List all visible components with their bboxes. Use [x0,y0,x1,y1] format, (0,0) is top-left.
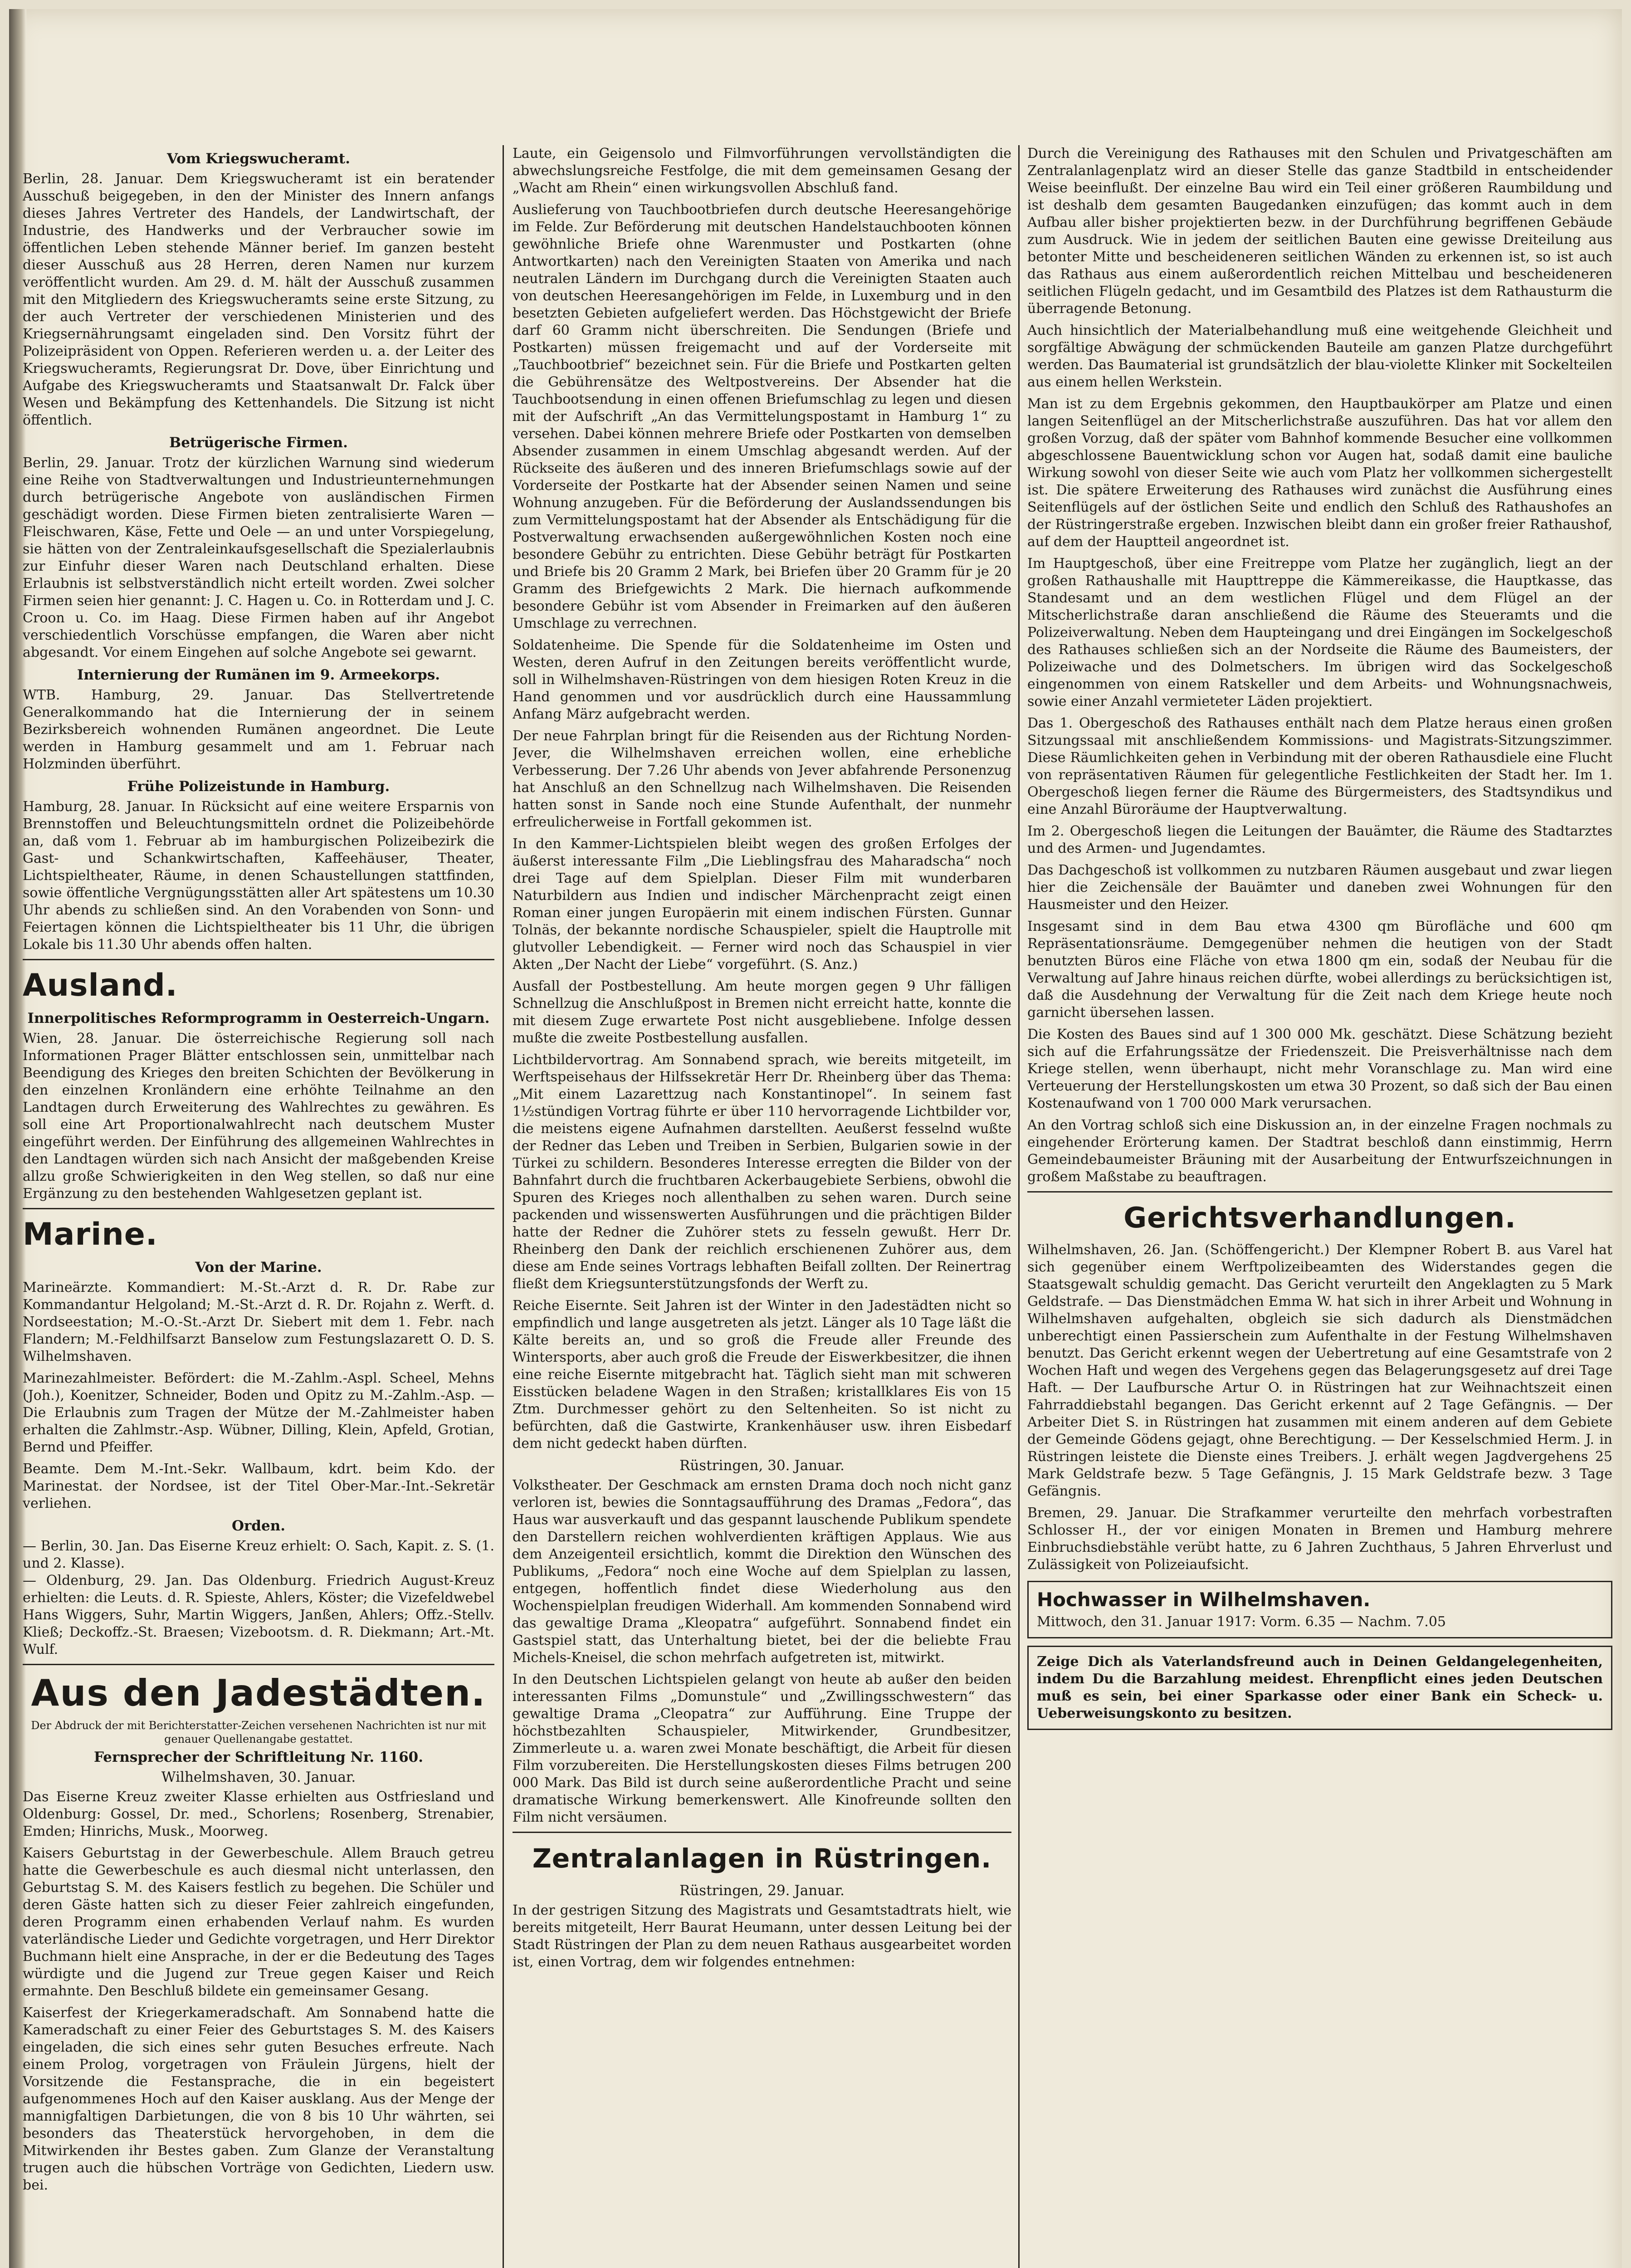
article-heading-marine: Von der Marine. [195,1259,322,1276]
reprint-note: Der Abdruck der mit Berichterstatter-Zeichen versehenen Nachrichten ist nur mit genauer Quellenangabe gestattet. [31,1719,486,1745]
article-heading-betruegerische-firmen: Betrügerische Firmen. [169,435,348,451]
article-polizeistunde: Hamburg, 28. Januar. In Rücksicht auf eine weitere Ersparnis von Brennstoffen und Beleuchtungsmitteln ordnet die Polizeibehörde an, daß vom 1. Februar ab im hamburgischen Polizeibezirk die Gast- und Schankwirtschaften, Kaffeehäuser, Theater, Lichtspieltheater, Räume, in denen Schaustellungen stattfinden, sowie öffentliche Vergnügungsstätten aller Art spätestens um 10.30 Uhr abends zu schließen sind. An den Vorabenden von Sonn- und Feiertagen können die Lichtspieltheater bis 11 Uhr, die übrigen Lokale bis 11.30 Uhr abends offen halten. [23,799,494,953]
article-rathaus-1: Durch die Vereinigung des Rathauses mit den Schulen und Privatgeschäften am Zentralanlagenplatz wird an dieser Stelle das ganze Stadtbild in entscheidender Weise beeinflußt. Der einzelne Bau wird ein Teil einer größeren Raumbildung und ist deshalb dem gesamten Baugedanken einzufügen; das kommt auch in dem Aufbau aller bisher projektierten bezw. in der Durchführung begriffenen Gebäude zum Ausdruck. Wie in jedem der seitlichen Bauten eine gewisse Dreiteilung aus betonter Mitte und bescheideneren seitlichen Wänden zu erkennen ist, so ist auch das Rathaus aus einem außerordentlich reichen Mittelbau und bescheideneren seitlichen Flügeln gedacht, und im Gesamtbild des Platzes ist dem Rathausturm die überragende Betonung. [1027,146,1612,317]
article-gewerbeschule: Kaisers Geburtstag in der Gewerbeschule. Allem Brauch getreu hatte die Gewerbeschule es auch diesmal nicht unterlassen, den Geburtstag S. M. des Kaisers festlich zu begehen. Die Schüler und deren Gäste hatten sich zu dieser Feier zahlreich eingefunden, deren Programm einen erhabenden Verlauf nahm. Es wurden vaterländische Lieder und Gedichte vorgetragen, und Herr Direktor Buchmann hielt eine Ansprache, in der er die Bedeutung des Tages würdigte und die Jugend zur Treue gegen Kaiser und Reich ermahnte. Den Beschluß bildete ein gemeinsamer Gesang. [23,1845,494,1999]
article-rumaenen: WTB. Hamburg, 29. Januar. Das Stellvertretende Generalkommando hat die Internierung der in seinem Bezirksbereich wohnenden Rumänen angeordnet. Die Leute werden in Hamburg gesammelt und am 1. Februar nach Holzminden überführt. [23,687,494,772]
article-rathaus-3: Man ist zu dem Ergebnis gekommen, den Hauptbaukörper am Platze und einen langen Seitenflügel an der Mitscherlichstraße auszuführen. Das hat vor allem den großen Vorzug, daß der später vom Bahnhof kommende Besucher eine vollkommen abgeschlossene Bauentwicklung schon vor Augen hat, sodaß damit eine bauliche Wirkung sowohl von dieser Seite wie auch vom Platz her vollkommen sichergestellt ist. Die spätere Erweiterung des Rathauses wird zunächst die Ausführung eines Seitenflügels auf der östlichen Seite und endlich den Schluß des Rathaushofes an der Rüstringerstraße ergeben. Inzwischen bleibt dann ein großer freier Rathaushof, auf dem der Hauptteil angeordnet ist. [1027,396,1612,550]
article-heading-orden: Orden. [231,1518,286,1534]
tide-title: Hochwasser in Wilhelmshaven. [1037,1589,1371,1611]
article-beamte: Beamte. Dem M.-Int.-Sekr. Wallbaum, kdrt. beim Kdo. der Marinestat. der Nordsee, ist der Titel Ober-Mar.-Int.-Sekretär verliehen. [23,1461,494,1511]
article-kriegerkameradschaft: Kaiserfest der Kriegerkameradschaft. Am Sonnabend hatte die Kameradschaft zu einer Feier des Geburtstages S. M. des Kaisers eingeladen, die sich eines sehr guten Besuches erfreute. Nach einem Prolog, vorgetragen von Fräulein Jürgens, hielt der Vorsitzende die Festansprache, die in ein begeistert aufgenommenes Hoch auf den Kaiser ausklang. Aus der Menge der mannigfaltigen Darbietungen, die von 8 bis 10 Uhr währten, sei besonders das Theaterstück hervorgehoben, in dem die Mitwirkenden ihr Bestes gaben. Zum Glanze der Veranstaltung trugen auch die hübschen Vorträge von Gedichten, Liedern usw. bei. [23,2005,494,2193]
article-tauchbootbriefe: Auslieferung von Tauchbootbriefen durch deutsche Heeresangehörige im Felde. Zur Beförderung mit deutschen Handelstauchbooten können gewöhnliche Briefe ohne Warenmuster und Postkarten (ohne Antwortkarten) nach den Vereinigten Staaten von Amerika und nach neutralen Ländern im Durchgang durch die Vereinigten Staaten auch von deutschen Heeresangehörigen im Felde, in Luxemburg und in den besetzten Gebieten aufgeliefert werden. Das Höchstgewicht der Briefe darf 60 Gramm nicht überschreiten. Die Sendungen (Briefe und Postkarten) müssen freigemacht und auf der Vorderseite mit „Tauchbootbrief“ bezeichnet sein. Für die Briefe und Postkarten gelten die Gebührensätze des Weltpostvereins. Der Absender hat die Tauchbootsendung in einen offenen Briefumschlag zu legen und diesen mit der Aufschrift „An das Vermittelungspostamt in Hamburg 1“ zu versehen. Dabei können mehrere Briefe oder Postkarten von demselben Absender zusammen in einem Umschlag abgesandt werden. Auf der Rückseite des äußeren und des inneren Briefumschlags sowie auf der Vorderseite der Postkarte hat der Absender seinen Namen und seine Wohnung anzugeben. Für die Beförderung der Auslandssendungen bis zum Vermittelungspostamt hat der Absender als Entschädigung für die Postverwaltung erwachsenden außergewöhnlichen Kosten noch eine besondere Gebühr zu entrichten. Diese Gebühr beträgt für Postkarten und Briefe bis 20 Gramm 2 Mark, bei Briefen über 20 Gramm für je 20 Gramm des Briefgewichts 2 Mark. Die hiernach aufkommende besondere Gebühr ist vom Absender in Freimarken auf den äußeren Umschlage zu verrechnen. [513,202,1011,631]
divider [23,1664,494,1665]
article-heading-rumaenen: Internierung der Rumänen im 9. Armeekorps. [77,667,440,683]
article-rathaus-4: Im Hauptgeschoß, über eine Freitreppe vom Platze her zugänglich, liegt an der großen Rathaushalle mit Haupttreppe die Kämmereikasse, die Hauptkasse, das Standesamt und an dem westlichen Flügel und dem Flügel an der Mitscherlichstraße daran anschließend die Räume des Steueramts und die Polizeiverwaltung. Neben dem Haupteingang und drei Eingängen im Sockelgeschoß des Rathauses schließen sich an der Nordseite die Räume des Baumeisters, der Polizeiwache und des Dolmetschers. Im übrigen wird das Sockelgeschoß eingenommen von einem Ratskeller und dem Arbeits- und Wohnungsnachweis, sowie einer Anzahl vermieteter Läden projektiert. [1027,556,1612,709]
article-rathaus-9: Die Kosten des Baues sind auf 1 300 000 Mk. geschätzt. Diese Schätzung bezieht sich auf die Erfahrungssätze der Friedenszeit. Die Preisverhältnisse nach dem Kriege stellen, wenn überhaupt, nicht mehr Voranschlage zu. Man wird eine Verteuerung der Herstellungskosten um etwa 30 Prozent, so daß sich der Bau einen Kostenaufwand von 1 700 000 Mark verursachen. [1027,1026,1612,1111]
dateline-zentralanlagen: Rüstringen, 29. Januar. [679,1882,845,1899]
article-heading-polizeistunde: Frühe Polizeistunde in Hamburg. [127,778,390,795]
article-heading-kriegswucheramt: Vom Kriegswucheramt. [166,151,351,167]
section-title-jadestaedte: Aus den Jadestädten. [31,1672,486,1714]
tide-box [1027,1581,1612,1638]
article-soldatenheime: Soldatenheime. Die Spende für die Soldatenheime im Osten und Westen, deren Aufruf in den Zeitungen bereits veröffentlicht wurde, soll in Wilhelmshaven-Rüstringen von dem hiesigen Roten Kreuz in die Hand genommen und vor ausdrücklich durch eine Haussammlung Anfang März aufgebracht werden. [513,637,1011,722]
editorial-phone: Fernsprecher der Schriftleitung Nr. 1160. [93,1749,424,1765]
article-rathaus-5: Das 1. Obergeschoß des Rathauses enthält nach dem Platze heraus einen großen Sitzungssaal mit anschließendem Kommissions- und Magistrats-Sitzungszimmer. Diese Räumlichkeiten gehen in Verbindung mit der oberen Rathausdiele eine Flucht von repräsentativen Räumen für gelegentliche Festlichkeiten der Stadt her. Im 1. Obergeschoß liegen ferner die Räume des Bürgermeisters, des Stadtsyndikus und eine Anzahl Büroräume der Hauptverwaltung. [1027,715,1612,817]
article-marineaerzte: Marineärzte. Kommandiert: M.-St.-Arzt d. R. Dr. Rabe zur Kommandantur Helgoland; M.-St.-Arzt d. R. Dr. Rojahn z. Werft. d. Nordseestation; M.-O.-St.-Arzt Dr. Siebert mit dem 1. Febr. nach Flandern; M.-Feldhilfsarzt Banselow zum Festungslazarett O. D. S. Wilhelmshaven. [23,1280,494,1364]
article-heading-oesterreich: Innerpolitisches Reformprogramm in Oesterreich-Ungarn. [27,1010,490,1026]
article-volkstheater: Volkstheater. Der Geschmack am ernsten Drama doch noch nicht ganz verloren ist, bewies die Sonntagsaufführung des Dramas „Fedora“, das Haus war ausverkauft und das gespannt lauschende Publikum spendete den Darstellern reichen wohlverdienten kräftigen Applaus. Wie aus dem Anzeigenteil ersichtlich, kommt die Direktion den Wünschen des Publikums, „Fedora“ noch eine Woche auf dem Spielplan zu lassen, entgegen, hoffentlich findet diese Wiederholung aus den Wochenspielplan freudigen Widerhall. Am kommenden Sonnabend wird das gewaltige Drama „Kleopatra“ aufgeführt. Sonnabend findet ein Gastspiel statt, das Unterhaltung bietet, bei der die beliebte Frau Michels-Kneisel, die schon mehrfach aufgetreten ist, mitwirkt. [513,1477,1011,1666]
section-title-marine: Marine. [23,1217,158,1252]
column-middle [513,145,1011,2268]
article-strafkammer-bremen: Bremen, 29. Januar. Die Strafkammer verurteilte den mehrfach vorbestraften Schlosser H., der vor einigen Monaten in Bremen und Hamburg mehrere Einbruchsdiebstähle verübt hatte, zu 6 Jahren Zuchthaus, 5 Jahren Ehrverlust und Zulässigkeit von Polizeiaufsicht. [1027,1505,1612,1573]
column-left [23,145,494,2268]
column-rule [503,145,504,2268]
section-title-gerichtsverhandlungen: Gerichtsverhandlungen. [1123,1201,1516,1234]
article-rathaus-6: Im 2. Obergeschoß liegen die Leitungen der Bauämter, die Räume des Stadtarztes und des Armen- und Jugendamtes. [1027,823,1612,856]
newspaper-page [9,9,1622,2268]
article-deutsche-lichtspiele: In den Deutschen Lichtspielen gelangt von heute ab außer den beiden interessanten Films „Domunstule“ und „Zwillingsschwestern“ das gewaltige Drama „Cleopatra“ zur Aufführung. Eine Truppe der höchstbezahlten Schauspieler, Mitwirkender, Grundbesitzer, Zimmerleute u. a. waren zwei Monate beschäftigt, die Arbeit für diesen Film vorzubereiten. Die Herstellungskosten dieses Films betrugen 200 000 Mark. Das Bild ist durch seine außerordentliche Pracht und seine dramatische Wirkung bemerkenswert. Alle Kinofreunde sollten den Film nicht versäumen. [513,1672,1011,1825]
section-title-zentralanlagen: Zentralanlagen in Rüstringen. [532,1843,992,1874]
dateline-ruestringen: Rüstringen, 30. Januar. [679,1457,845,1474]
dateline-wilhelmshaven: Wilhelmshaven, 30. Januar. [161,1769,356,1785]
article-continued-top: Laute, ein Geigensolo und Filmvorführungen vervollständigten die abwechslungsreiche Festfolge, die mit dem gemeinsamen Gesang der „Wacht am Rhein“ einen wirkungsvollen Abschluß fand. [513,146,1011,196]
divider [1027,1191,1612,1193]
article-betruegerische-firmen: Berlin, 29. Januar. Trotz der kürzlichen Warnung sind wiederum eine Reihe von Stadtverwaltungen und Industrieunternehmungen durch betrügerische Angebote von ausländischen Firmen geschädigt worden. Diese Firmen bieten zentralisierte Waren — Fleischwaren, Käse, Fette und Oele — an und unter Vorspiegelung, sie hätten von der Zentraleinkaufsgesellschaft die Spezialerlaubnis zur Einfuhr dieser Waren nach Deutschland erhalten. Diese Erlaubnis ist selbstverständlich nicht erteilt worden. Zwei solcher Firmen seien hier genannt: J. C. Hagen u. Co. in Rotterdam und J. C. Croon u. Co. im Haag. Diese Firmen haben auf ihr Angebot verschiedentlich Vorschüsse empfangen, die Waren aber nicht abgesandt. Vor einem Eingehen auf solche Angebote sei gewarnt. [23,455,494,660]
article-rathaus-2: Auch hinsichtlich der Materialbehandlung muß eine weitgehende Gleichheit und sorgfältige Abwägung der schmückenden Bauteile am ganzen Platze durchgeführt werden. Das Baumaterial ist grundsätzlich der blau-violette Klinker mit Sockelteilen aus einem hellen Werkstein. [1027,323,1612,390]
article-kammer-lichtspiele: In den Kammer-Lichtspielen bleibt wegen des großen Erfolges der äußerst interessante Film „Die Lieblingsfrau des Maharadscha“ noch drei Tage auf dem Spielplan. Dieser Film mit wunderbaren Naturbildern aus Indien und indischer Märchenpracht zeigt einen Roman einer jungen Europäerin mit einem indischen Fürsten. Gunnar Tolnäs, der bekannte nordische Schauspieler, spielt die Hauptrolle mit glutvoller Lebendigkeit. — Ferner wird noch das Schauspiel in vier Akten „Der Nacht der Liebe“ vorgeführt. (S. Anz.) [513,836,1011,973]
divider [23,1208,494,1209]
article-rathaus-10: An den Vortrag schloß sich eine Diskussion an, in der einzelne Fragen nochmals zu eingehender Erörterung kamen. Der Stadtrat beschloß dann einstimmig, Herrn Gemeindebaumeister Bräuning mit der Ausarbeitung der Entwurfszeichnungen in großem Maßstabe zu beauftragen. [1027,1117,1612,1185]
article-orden: — Berlin, 30. Jan. Das Eiserne Kreuz erhielt: O. Sach, Kapit. z. S. (1. und 2. Klasse). — Oldenburg, 29. Jan. Das Oldenburg. Friedrich August-Kreuz erhielten: die Leuts. d. R. Spieste, Ahlers, Köster; die Vizefeldwebel Hans Wiggers, Suhr, Martin Wiggers, Janßen, Ahlers; Offz.-Stellv. Kließ; Deckoffz.-St. Braesen; Vizebootsm. d. R. Diekmann; Art.-Mt. Wulf. [23,1538,494,1657]
column-rule [1018,145,1020,2268]
article-eisernes-kreuz: Das Eiserne Kreuz zweiter Klasse erhielten aus Ostfriesland und Oldenburg: Gossel, Dr. med., Schorlens; Rosenberg, Strenabier, Emden; Hinrichs, Musk., Moorweg. [23,1789,494,1839]
divider [23,959,494,960]
article-fahrplan: Der neue Fahrplan bringt für die Reisenden aus der Richtung Norden-Jever, die Wilhelmshaven erreichen wollen, eine erhebliche Verbesserung. Der 7.26 Uhr abends von Jever abfahrende Personenzug hat Anschluß an den Schnellzug nach Wilhelmshaven. Die Reisenden hatten sonst in Sande noch eine Stunde Aufenthalt, der nunmehr erfreulicherweise in Fortfall gekommen ist. [513,728,1011,830]
article-rathaus-8: Insgesamt sind in dem Bau etwa 4300 qm Bürofläche und 600 qm Repräsentationsräume. Demgegenüber nehmen die heutigen von der Stadt benutzten Büros eine Fläche von etwa 1800 qm ein, sodaß der Neubau für die Verwaltung auf Jahre hinaus reichen dürfte, wobei allerdings zu berücksichtigen ist, daß die Ausdehnung der Verwaltung für die Zeit nach dem Kriege heute noch garnicht übersehen lassen. [1027,919,1612,1021]
appeal-box [1027,1646,1612,1730]
article-kriegswucheramt: Berlin, 28. Januar. Dem Kriegswucheramt ist ein beratender Ausschuß beigegeben, in den der Minister des Innern anfangs dieses Jahres Vertreter des Handels, der Landwirtschaft, der Industrie, des Handwerks und der Verbraucher sowie im öffentlichen Leben stehende Männer berief. Im ganzen besteht dieser Ausschuß aus 28 Herren, deren Namen nur kurzem veröffentlicht wurden. Am 29. d. M. hält der Ausschuß zusammen mit den Mitgliedern des Kriegswucheramts seine erste Sitzung, zu der auch Vertreter der verschiedenen Ministerien und des Kriegsernährungsamt eingeladen sind. Den Vorsitz führt der Polizeipräsident von Oppen. Referieren werden u. a. der Leiter des Kriegswucheramts, Regierungsrat Dr. Dove, über Einrichtung und Aufgabe des Kriegswucheramts und Staatsanwalt Dr. Falck über Wesen und Bekämpfung des Kettenhandels. Die Sitzung ist nicht öffentlich. [23,171,494,428]
article-zentralanlagen: In der gestrigen Sitzung des Magistrats und Gesamtstadtrats hielt, wie bereits mitgeteilt, Herr Baurat Heumann, unter dessen Leitung bei der Stadt Rüstringen der Plan zu dem neuen Rathaus ausgearbeitet worden ist, einen Vortrag, dem wir folgendes entnehmen: [513,1902,1011,1970]
article-schoeffengericht: Wilhelmshaven, 26. Jan. (Schöffengericht.) Der Klempner Robert B. aus Varel hat sich gegenüber einem Werftpolizeibeamten des Widerstandes gegen die Staatsgewalt schuldig gemacht. Das Gericht verurteilt den Angeklagten zu 5 Mark Geldstrafe. — Das Dienstmädchen Emma W. hat sich in ihrer Arbeit und Wohnung in Wilhelmshaven aufgehalten, obgleich sie sich dadurch als Dienstmädchen unberechtigt einen Passierschein zum Aufenthalte in der Festung Wilhelmshaven benutzt. Das Gericht erkennt wegen der Uebertretung auf eine Gesamtstrafe von 2 Wochen Haft und wegen des Vergehens gegen das Belagerungsgesetz auf drei Tage Haft. — Der Laufbursche Artur O. in Rüstringen hat zur Weihnachtszeit einen Fahrraddiebstahl begangen. Das Gericht erkennt auf 2 Tage Gefängnis. — Der Arbeiter Diet S. in Rüstringen hat zusammen mit einem anderen auf dem Gebiete der Gemeinde Gödens gejagt, ohne Berechtigung. — Der Kesselschmied Herm. J. in Rüstringen leistete die Dienste eines Treibers. J. erhält wegen Jagdvergehens 25 Mark Geldstrafe bezw. 5 Tage Gefängnis, J. 15 Mark Geldstrafe bezw. 3 Tage Gefängnis. [1027,1242,1612,1499]
article-lichtbildervortrag: Lichtbildervortrag. Am Sonnabend sprach, wie bereits mitgeteilt, im Werftspeisehaus der Hilfssekretär Herr Dr. Rheinberg über das Thema: „Mit einem Lazarettzug nach Konstantinopel“. In seinem fast 1½stündigen Vortrag führte er über 110 hervorragende Lichtbilder vor, die meistens eigene Aufnahmen darstellten. Aeußerst fesselnd wußte der Redner das Leben und Treiben in Serbien, Bulgarien sowie in der Türkei zu schildern. Besonderes Interesse erregten die Bilder von der Bahnfahrt durch die fruchtbaren Ackerbaugebiete Serbiens, obwohl die Spuren des Krieges noch allenthalben zu sehen waren. Durch seine packenden und wissenswerten Ausführungen und die prächtigen Bilder hatte der Redner die Zuhörer stets zu fesseln gewußt. Herr Dr. Rheinberg den Dank der reichlich erschienenen Zuhörer aus, dem diese am Ende seines Vortrags lebhaften Beifall zollten. Der Reinertrag fließt dem Kriegsunterstützungsfonds der Werft zu. [513,1052,1011,1292]
article-eisernte: Reiche Eisernte. Seit Jahren ist der Winter in den Jadestädten nicht so empfindlich und lange ausgetreten als jetzt. Länger als 10 Tage läßt die Kälte bereits an, und so groß die Freude aller Freunde des Wintersports, aber auch groß die Freude der Eiswerkbesitzer, die ihnen eine reiche Eisernte mitgebracht hat. Täglich sieht man mit schweren Eisstücken beladene Wagen in den Straßen; kristallklares Eis von 15 Ztm. Durchmesser gehört zu den Seltenheiten. So ist nicht zu befürchten, daß die Gastwirte, Krankenhäuser usw. ihren Eisbedarf dem nicht gedeckt haben dürften. [513,1298,1011,1452]
tide-times: Mittwoch, den 31. Januar 1917: Vorm. 6.35 — Nachm. 7.05 [1037,1614,1446,1630]
article-rathaus-7: Das Dachgeschoß ist vollkommen zu nutzbaren Räumen ausgebaut und zwar liegen hier die Zeichensäle der Bauämter und daneben zwei Wohnungen für den Hausmeister und den Heizer. [1027,862,1612,913]
column-right [1027,145,1612,2268]
article-marinezahlmeister: Marinezahlmeister. Befördert: die M.-Zahlm.-Aspl. Scheel, Mehns (Joh.), Koenitzer, Schneider, Boden und Opitz zu M.-Zahlm.-Asp. — Die Erlaubnis zum Tragen der Mütze der M.-Zahlmeister haben erhalten die Zahlmstr.-Asp. Wübner, Dilling, Klein, Apfeld, Grotian, Bernd und Pfeiffer. [23,1370,494,1455]
appeal-text: Zeige Dich als Vaterlandsfreund auch in Deinen Geldangelegenheiten, indem Du die Barzahlung meidest. Ehrenpflicht eines jeden Deutschen muß es sein, bei einer Sparkasse oder einer Bank ein Scheck- u. Ueberweisungskonto zu besitzen. [1037,1654,1603,1721]
article-oesterreich: Wien, 28. Januar. Die österreichische Regierung soll nach Informationen Prager Blätter entschlossen sein, unmittelbar nach Beendigung des Krieges den breiten Schichten der Bevölkerung in den einzelnen Kronländern eine erhöhte Teilnahme an den Landtagen durch Erweiterung des Wahlrechtes zu gewähren. Es soll eine Art Proportionalwahlrecht nach deutschem Muster eingeführt werden. Der Einführung des allgemeinen Wahlrechtes in den Landtagen würden sich nach Ansicht der maßgebenden Kreise allzu große Schwierigkeiten in den Weg stellen, so daß nur eine Ergänzung zu den bestehenden Wahlgesetzen geplant ist. [23,1031,494,1202]
divider [513,1832,1011,1833]
section-title-ausland: Ausland. [23,968,178,1003]
article-postbestellung: Ausfall der Postbestellung. Am heute morgen gegen 9 Uhr fälligen Schnellzug die Anschlußpost in Bremen nicht erreicht hatte, konnte die mit diesem Zuge erwartete Post nicht ausgebliebene. Infolge dessen mußte die zweite Postbestellung ausfallen. [513,978,1011,1046]
